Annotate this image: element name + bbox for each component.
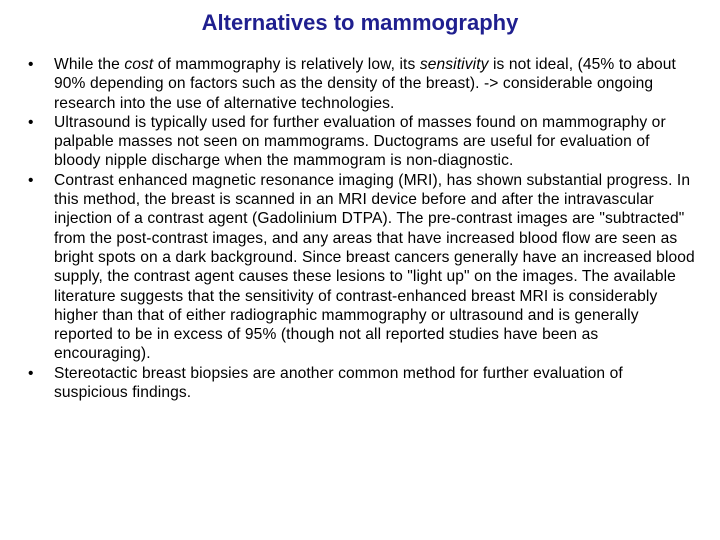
bullet-icon: • <box>28 364 34 382</box>
bullet-text-part: While the <box>54 56 125 73</box>
bullet-text: Ultrasound is typically used for further evaluation of masses found on mammography or palpable masses not seen on mammograms. Ductograms are useful for evaluation of bloody nipple discharge when the mammogram is non-diagnostic. <box>54 113 666 170</box>
bullet-item-biopsy <box>28 364 696 403</box>
bullet-text <box>54 56 676 112</box>
bullet-icon: • <box>28 171 34 189</box>
bullet-text-part: is not ideal, (45% to about 90% depending on factors such as the density of the breast). -> considerable ongoing research into the use of alternative technologies. <box>54 56 676 112</box>
bullet-text-part: of mammography is relatively low, its <box>153 56 420 73</box>
bullet-list <box>28 55 696 402</box>
bullet-icon: • <box>28 113 34 131</box>
bullet-icon: • <box>28 56 34 73</box>
bullet-item-ultrasound <box>28 113 696 171</box>
bullet-text: Stereotactic breast biopsies are another common method for further evaluation of suspicious findings. <box>54 364 623 402</box>
bullet-item-mri <box>28 171 696 364</box>
bullet-text: Contrast enhanced magnetic resonance imaging (MRI), has shown substantial progress. In this method, the breast is scanned in an MRI device before and after the intravascular injection of a contrast agent (Gadolinium DTPA). The pre-contrast images are "subtracted" from the post-contrast images, and any areas that have increased blood flow are seen as bright spots on a dark background. Since breast cancers generally have an increased blood supply, the contrast agent causes these lesions to "light up" on the images. The available literature suggests that the sensitivity of contrast-enhanced breast MRI is considerably higher than that of either radiographic mammography or ultrasound and is generally reported to be in excess of 95% (though not all reported studies have been as encouraging). <box>54 171 695 363</box>
emphasis-sensitivity: sensitivity <box>419 56 489 73</box>
emphasis-cost: cost <box>124 56 154 73</box>
slide-title: Alternatives to mammography <box>201 10 519 35</box>
bullet-item-cost-sensitivity <box>28 55 696 113</box>
